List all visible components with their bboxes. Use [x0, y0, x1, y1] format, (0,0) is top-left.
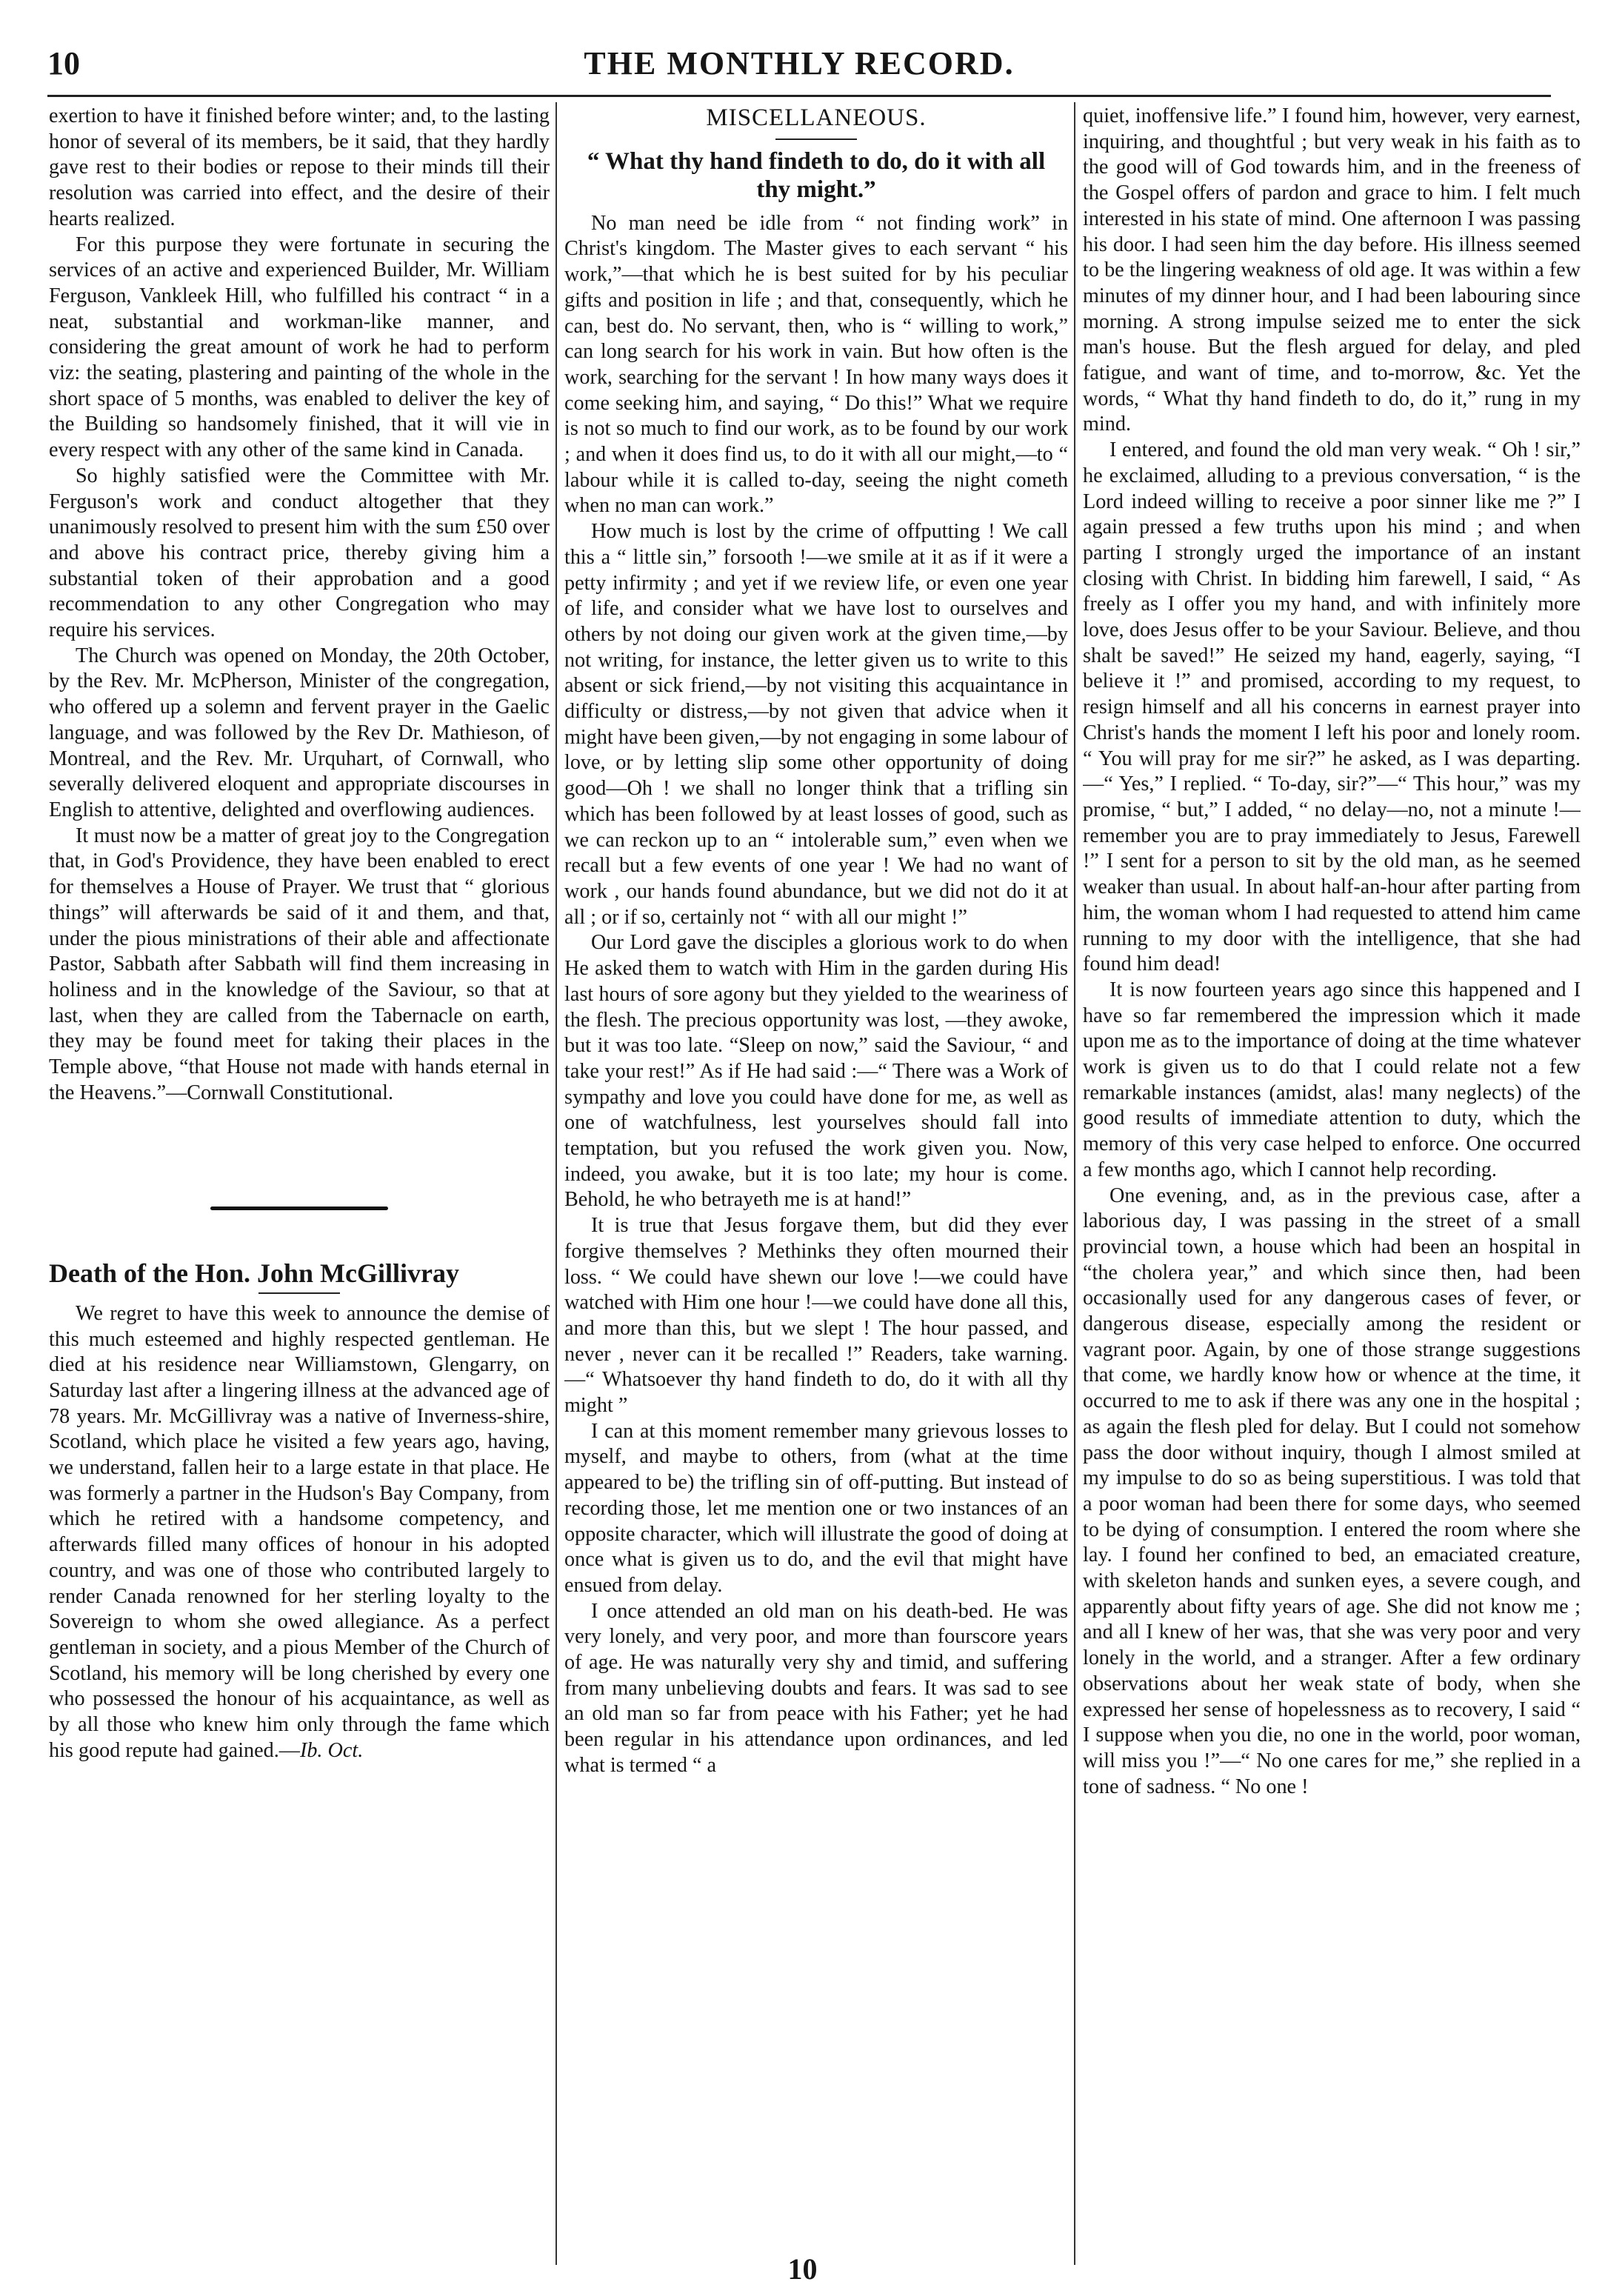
section-title: MISCELLANEOUS.	[706, 104, 927, 131]
paragraph: I entered, and found the old man very weak. “ Oh ! sir,” he exclaimed, alluding to a previous conversation, “ is the Lord indeed willing to receive a poor sinner like me ?” I again pressed a few truths upon his mind ; and when parting I strongly urged the importance of an instant closing with Christ. In bidding him farewell, I said, “ As freely as I offer you my hand, and with infinitely more love, does Jesus offer to be your Saviour. Believe, and thou shalt be saved!” He seized my hand, eagerly, saying, “I believe it !” and promised, according to my request, to resign himself and all his concerns in earnest prayer into Christ's hands the moment I left his poor and lonely room. “ You will pray for me sir?” he asked, as I was departing.—“ Yes,” I replied. “ To-day, sir?”—“ This hour,” was my promise, “ but,” I added, “ no delay—no, not a minute !—remember you are to pray immediately to Jesus, Farewell !” I sent for a person to sit by the old man, as he seemed weaker than usual. In about half-an-hour after parting from him, the woman whom I had requested to attend him came running to my door with the intelligence, that she had found him dead!	[1083, 438, 1581, 976]
paragraph: I once attended an old man on his death-bed. He was very lonely, and very poor, and more than fourscore years of age. He was naturally very shy and timid, and suffering from many unbelieving doubts and fears. It was sad to see an old man so far from peace with his Father; yet he had been regular in his attendance upon ordinances, and led what is termed “ a	[564, 1599, 1068, 1777]
obituary-paragraph: We regret to have this week to announce the demise of this much esteemed and highly respected gentleman. He died at his residence near Williamstown, Glengarry, on Saturday last after a lingering illness at the advanced age of 78 years. Mr. McGillivray was a native of Inverness-shire, Scotland, which place he visited a few years ago, having, we understand, fallen heir to a large estate in that place. He was formerly a partner in the Hudson's Bay Company, from which he retired with a handsome competency, and afterwards filled many offices of honour in his adopted country, and was one of those who contributed largely to render Canada renowned for her sterling loyalty to the Sovereign to whom she owed allegiance. As a perfect gentleman in society, and a pious Member of the Church of Scotland, his memory will be long cherished by every one who possessed the honour of his acquaintance, as well as by all those who knew him only through the fame which his good repute had gained.—Ib. Oct.	[49, 1301, 550, 1762]
column-divider	[555, 102, 557, 2265]
paragraph: quiet, inoffensive life.” I found him, however, very earnest, inquiring, and thoughtful ; but very weak in his faith as to the good will of God towards him, and in the freeness of the Gospel offers of pardon and grace to him. I felt much interested in his state of mind. One afternoon I was passing his door. I had seen him the day before. His illness seemed to be the lingering weakness of old age. It was within a few minutes of my dinner hour, and I had been labouring since morning. A strong impulse seized me to enter the sick man's house. But the flesh argued for delay, and pled fatigue, and want of time, and to-morrow, &c. Yet the words, “ What thy hand findeth to do, do it,” rung in my mind.	[1083, 104, 1581, 436]
header-rule	[47, 95, 1551, 97]
paragraph: How much is lost by the crime of offputting ! We call this a “ little sin,” forsooth !—we smile at it as if it were a petty infirmity ; and yet if we review life, or even one year of life, and consider what we have lost to ourselves and others by not doing our given work at the given time,—by not writing, for instance, the letter given us to write to this absent or sick friend,—by not visiting this acquaintance in difficulty or distress,—by not given that advice when it might have been given,—by not engaging in some labour of love, or by letting slip some other opportunity of doing good—Oh ! we shall no longer think that a trifling sin which has been followed by at least losses of good, such as we can reckon up to an “ intolerable sum,” even when we recall but a few events of one year ! We had no want of work , our hands found abundance, but we did not do it at all ; or if so, certainly not “ with all our might !”	[564, 520, 1068, 929]
paragraph: No man need be idle from “ not finding work” in Christ's kingdom. The Master gives to each servant “ his work,”—that which he is best suited for by his peculiar gifts and position in life ; and that, consequently, which he can, best do. No servant, then, who is “ willing to work,” can long search for his work in vain. But how often is the work, searching for the servant ! In how many ways does it come seeking him, and saying, “ Do this!” What we require is not so much to find our work, as to be found by our work ; and when it does find us, to do it with all our might,—to “ labour while it is called to-day, seeing the night cometh when no man can work.”	[564, 211, 1068, 518]
paragraph: It must now be a matter of great joy to the Congregation that, in God's Providence, they have been enabled to erect for themselves a House of Prayer. We trust that “ glorious things” will afterwards be said of it and them, and that, under the pious ministrations of their able and affectionate Pastor, Sabbath after Sabbath will find them increasing in holiness and in the knowledge of the Saviour, so that at last, when they are called from the Tabernacle on earth, they may be found meet for taking their places in the Temple above, “that House not made with hands eternal in the Heavens.”—Cornwall Constitutional.	[49, 824, 550, 1104]
paragraph: It is now fourteen years ago since this happened and I have so far remembered the impression which it made upon me as to the importance of doing at the time whatever work is given us to do that I could relate not a few remarkable instances (amidst, alas! many neglects) of the good results of immediate attention to duty, which the memory of this very case helped to enforce. One occurred a few months ago, which I cannot help recording.	[1083, 978, 1581, 1181]
paragraph: One evening, and, as in the previous case, after a laborious day, I was passing in the street of a small provincial town, a house which had been an hospital in “the cholera year,” and which since then, had been occasionally used for any dangerous cases of fever, or dangerous disease, especially among the resident or vagrant poor. Again, by one of those strange suggestions that come, we hardly know how or whence at the time, it occurred to me to ask if there was any one in the hospital ; as again the flesh pled for delay. But I could not somehow pass the door without inquiry, though I almost smiled at my impulse to do so as being superstitious. I was told that a poor woman had been there for some days, who seemed to be dying of consumption. I entered the room where she lay. I found her confined to bed, an emaciated creature, with skeleton hands and sunken eyes, a severe cough, and apparently about fifty years of age. She did not know me ; and all I knew of her was, that she was very poor and very lonely in the world, and a stranger. After a few ordinary observations about her weak state of body, when she expressed her sense of hopelessness as to recovery, I said “ I suppose when you die, no one in the world, poor woman, will miss you !”—“ No one cares for me,” she replied in a tone of sadness. “ No one !	[1083, 1184, 1581, 1798]
ornamental-divider	[49, 1195, 550, 1221]
obituary-title: Death of the Hon. John McGillivray	[49, 1258, 459, 1289]
title-rule	[258, 1292, 340, 1294]
running-title: THE MONTHLY RECORD.	[584, 45, 1015, 81]
section-rule	[775, 139, 857, 140]
paragraph: Our Lord gave the disciples a glorious work to do when He asked them to watch with Him in the garden during His last hours of sore agony but they yielded to the weariness of the flesh. The precious opportunity was lost, —they awoke, but it was too late. “Sleep on now,” said the Saviour, “ and take your rest!” As if He had said :—“ There was a Work of sympathy and love you could have done for me, as well as one of watchfulness, lest yourselves should fall into temptation, but you refused the work given you. Now, indeed, you awake, but it is too late; my hour is come. Behold, he who betrayeth me is at hand!”	[564, 931, 1068, 1212]
column-3	[1083, 104, 1581, 2252]
paragraph: The Church was opened on Monday, the 20th October, by the Rev. Mr. McPherson, Minister of the congregation, who offered up a solemn and fervent prayer in the Gaelic language, and was followed by the Rev Dr. Mathieson, of Montreal, and the Rev. Mr. Urquhart, of Cornwall, who severally delivered eloquent and appropriate discourses in English to attentive, delighted and overflowing audiences.	[49, 644, 550, 821]
paragraph: For this purpose they were fortunate in securing the services of an active and experienced Builder, Mr. William Ferguson, Vankleek Hill, who fulfilled his contract “ in a neat, substantial and workman-like manner, and considering the great amount of work he had to perform viz: the seating, plastering and painting of the whole in the short space of 5 months, was enabled to deliver the key of the Building so handsomely finished, that it will vie in every respect with any other of the same kind in Canada.	[49, 233, 550, 462]
obituary-signature: Ib. Oct.	[299, 1738, 364, 1762]
paragraph: I can at this moment remember many grievous losses to myself, and maybe to others, from (what at the time appeared to be) the trifling sin of off-putting. But instead of recording those, let me mention one or two instances of an opposite character, which will illustrate the good of doing at once what is given us to do, and the evil that might have ensued from delay.	[564, 1419, 1068, 1597]
article-title: “ What thy hand findeth to do, do it with all thy might.”	[587, 147, 1046, 203]
column-divider	[1074, 102, 1075, 2265]
column-1	[49, 104, 550, 2252]
paragraph: exertion to have it finished before winter; and, to the lasting honor of several of its members, be it said, that they hardly gave rest to their bodies or repose to their minds till their resolution was carried into effect, and the desire of their hearts realized.	[49, 104, 550, 230]
footer-page-number: 10	[787, 2252, 818, 2286]
page-number: 10	[47, 45, 80, 81]
page-header	[47, 44, 1551, 96]
column-2	[564, 104, 1068, 2252]
paragraph: It is true that Jesus forgave them, but did they ever forgive themselves ? Methinks they often mourned their loss. “ We could have shewn our love !—we could have watched with Him one hour !—we could have done all this, and more than this, but we slept ! The hour passed, and never , never can it be recalled !” Readers, take warning.—“ Whatsoever thy hand findeth to do, do it with all thy might ”	[564, 1214, 1068, 1418]
paragraph: So highly satisfied were the Committee with Mr. Ferguson's work and conduct altogether that they unanimously resolved to present him with the sum £50 over and above his contract price, thereby giving him a substantial token of their approbation and a good recommendation to any other Congregation who may require his services.	[49, 464, 550, 642]
